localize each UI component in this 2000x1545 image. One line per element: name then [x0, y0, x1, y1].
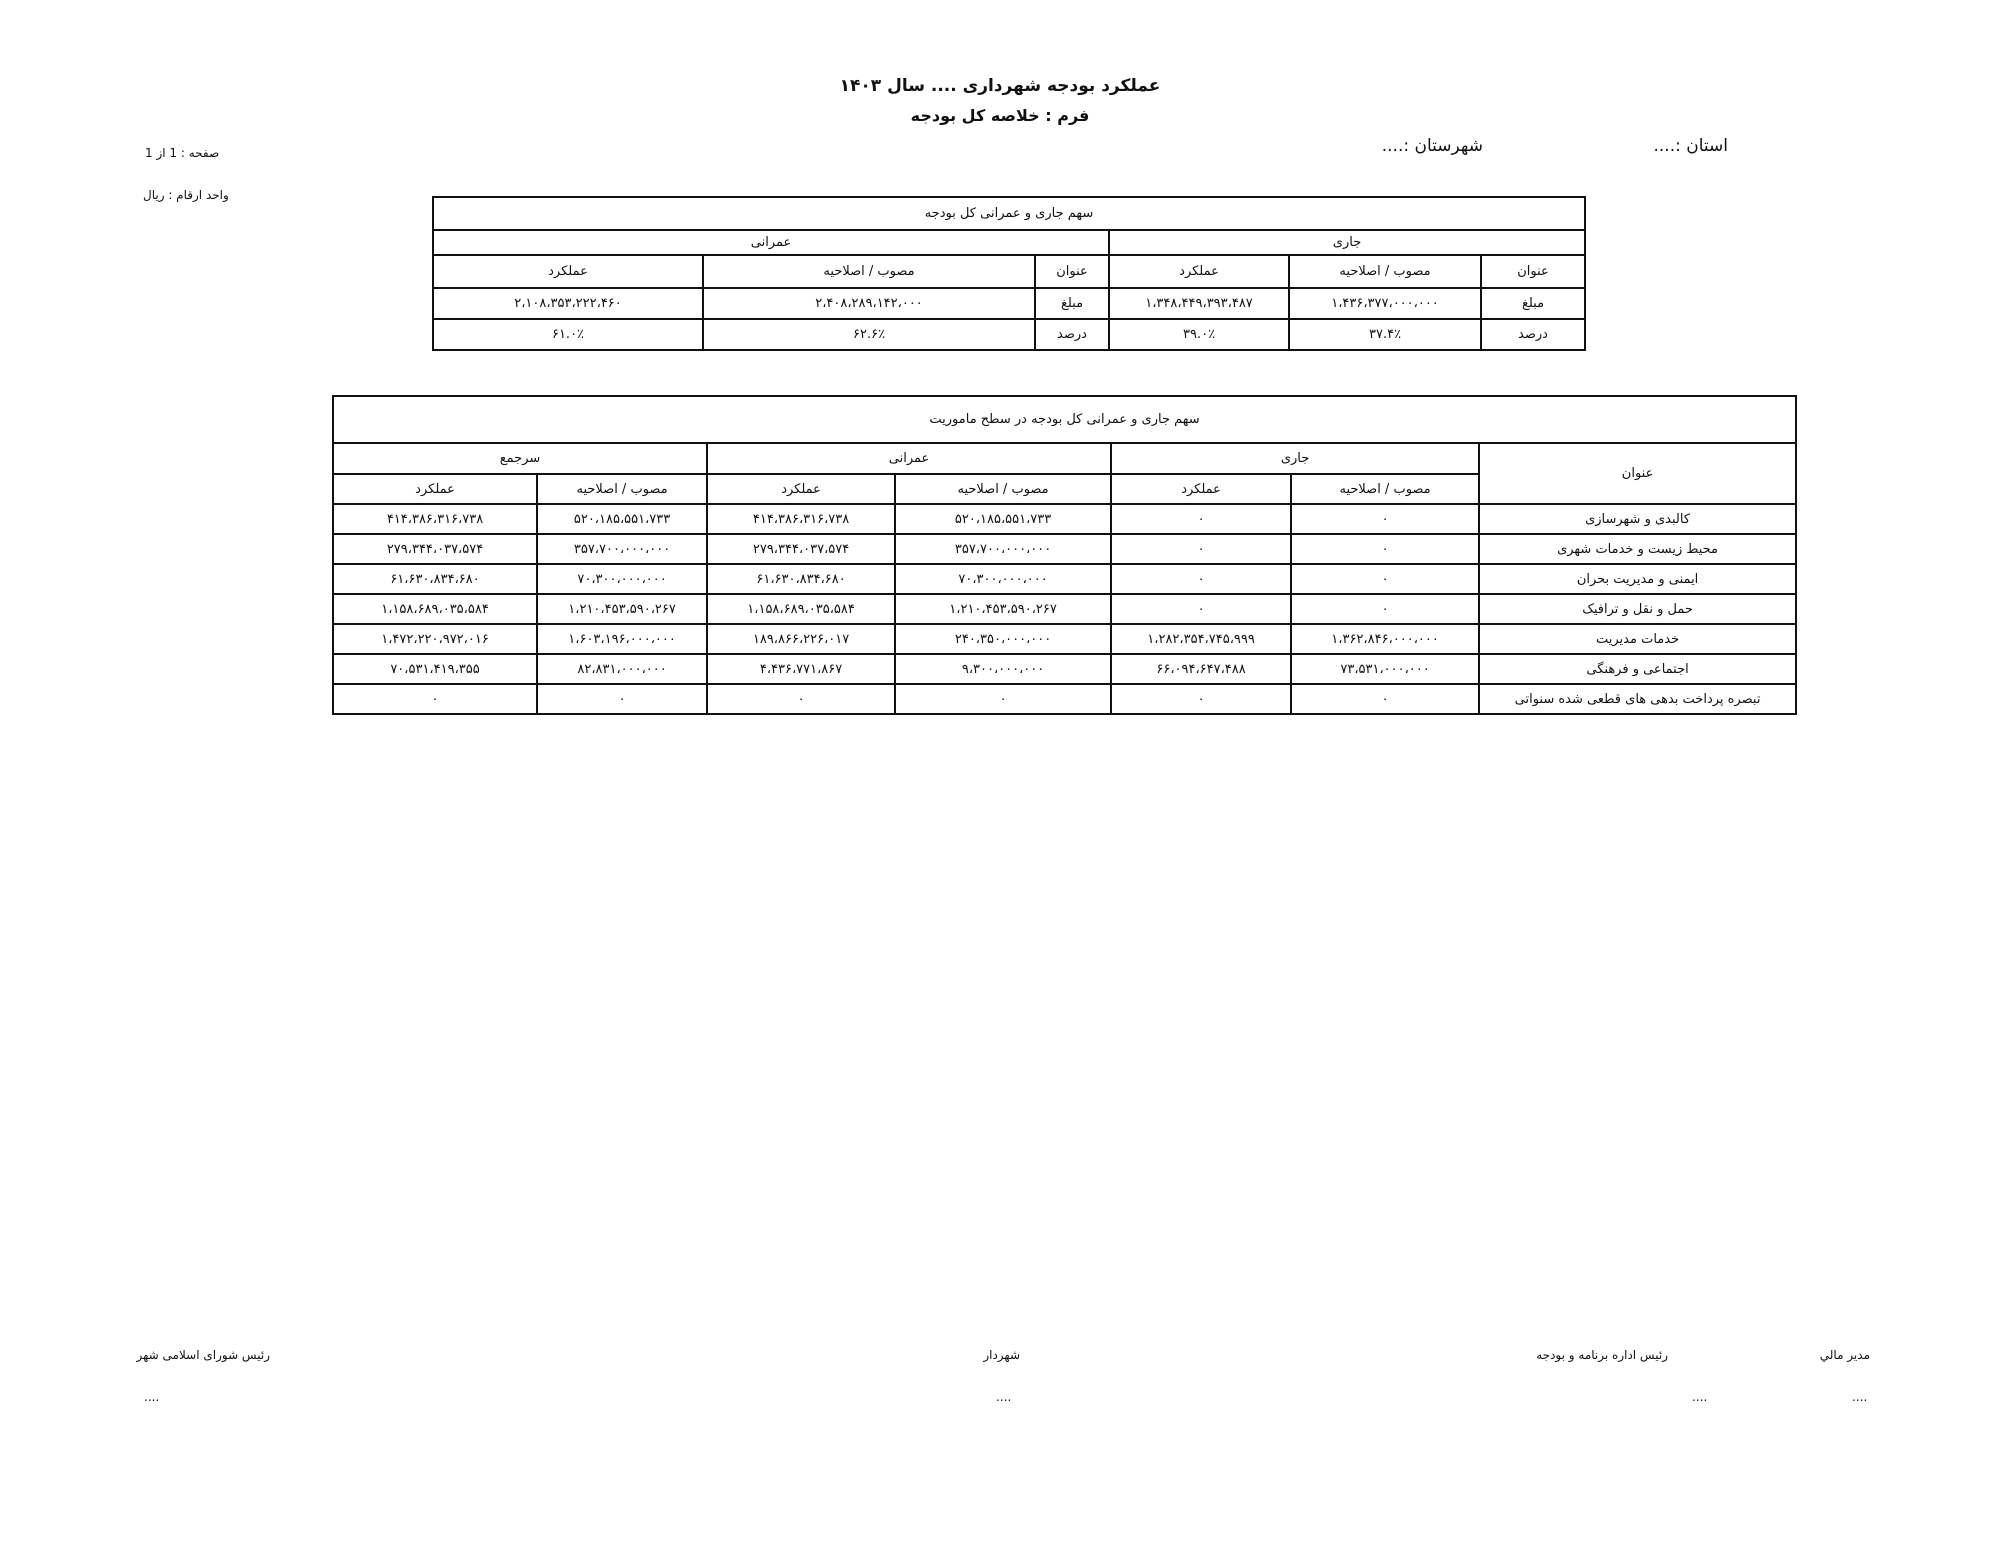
- cell-value: ۵۲۰،۱۸۵،۵۵۱،۷۳۳: [537, 504, 707, 534]
- cell-value: ۰: [1111, 564, 1291, 594]
- table2-group-total: سرجمع: [333, 443, 707, 474]
- table1-caption: سهم جاری و عمرانی کل بودجه: [433, 197, 1585, 230]
- signature-council-head-dots: ....: [144, 1390, 160, 1404]
- cell-value: ۰: [537, 684, 707, 714]
- cell-value: ۱،۳۶۲،۸۴۶،۰۰۰،۰۰۰: [1291, 624, 1479, 654]
- table1-col-title: عنوان: [1481, 255, 1585, 288]
- cell-value: ۳۹.۰٪: [1109, 319, 1289, 350]
- cell-value: ۶۲.۶٪: [703, 319, 1035, 350]
- cell-value: ۱،۴۷۲،۲۲۰،۹۷۲،۰۱۶: [333, 624, 537, 654]
- report-subtitle: فرم : خلاصه کل بودجه: [910, 106, 1090, 125]
- cell-value: ۷۳،۵۳۱،۰۰۰،۰۰۰: [1291, 654, 1479, 684]
- table2-col-performance: عملکرد: [1111, 474, 1291, 504]
- table-row: [333, 504, 1796, 534]
- cell-value: ۱،۴۳۶،۳۷۷،۰۰۰،۰۰۰: [1289, 288, 1481, 319]
- page-number: صفحه : 1 از 1: [145, 146, 220, 160]
- cell-value: ۱،۱۵۸،۶۸۹،۰۳۵،۵۸۴: [333, 594, 537, 624]
- cell-value: ۷۰،۳۰۰،۰۰۰،۰۰۰: [895, 564, 1111, 594]
- cell-value: ۰: [1291, 504, 1479, 534]
- table2-col-title: عنوان: [1479, 443, 1796, 504]
- cell-value: ۹،۳۰۰،۰۰۰،۰۰۰: [895, 654, 1111, 684]
- cell-value: ۰: [333, 684, 537, 714]
- cell-value: ۱،۲۱۰،۴۵۳،۵۹۰،۲۶۷: [895, 594, 1111, 624]
- cell-value: ۰: [1291, 594, 1479, 624]
- cell-value: ۶۱،۶۳۰،۸۳۴،۶۸۰: [707, 564, 895, 594]
- cell-value: ۱،۳۴۸،۴۴۹،۳۹۳،۴۸۷: [1109, 288, 1289, 319]
- unit-label: واحد ارقام : ريال: [143, 188, 229, 202]
- table-row: [433, 288, 1585, 319]
- row-label: محیط زیست و خدمات شهری: [1479, 534, 1796, 564]
- cell-value: ۰: [1111, 684, 1291, 714]
- cell-value: ۱۸۹،۸۶۶،۲۲۶،۰۱۷: [707, 624, 895, 654]
- table1-col-approved: مصوب / اصلاحیه: [703, 255, 1035, 288]
- table1-col-performance: عملکرد: [1109, 255, 1289, 288]
- signature-budget-head: رئيس اداره برنامه و بودجه: [1536, 1348, 1668, 1362]
- cell-value: ۵۲۰،۱۸۵،۵۵۱،۷۳۳: [895, 504, 1111, 534]
- row-label: اجتماعی و فرهنگی: [1479, 654, 1796, 684]
- table-row: [333, 594, 1796, 624]
- table-row: [333, 624, 1796, 654]
- cell-value: ۱،۲۱۰،۴۵۳،۵۹۰،۲۶۷: [537, 594, 707, 624]
- signature-finance-manager: مدیر مالي: [1819, 1348, 1870, 1362]
- table2-col-approved: مصوب / اصلاحیه: [537, 474, 707, 504]
- cell-value: ۰: [1291, 534, 1479, 564]
- table2-col-performance: عملکرد: [707, 474, 895, 504]
- table-row: [333, 564, 1796, 594]
- cell-value: ۴۱۴،۳۸۶،۳۱۶،۷۳۸: [707, 504, 895, 534]
- table1-group-current: جاری: [1109, 230, 1585, 255]
- cell-value: ۲،۱۰۸،۳۵۳،۲۲۲،۴۶۰: [433, 288, 703, 319]
- signature-finance-manager-dots: ....: [1852, 1390, 1868, 1404]
- table2-col-approved: مصوب / اصلاحیه: [1291, 474, 1479, 504]
- cell-value: ۶۱،۶۳۰،۸۳۴،۶۸۰: [333, 564, 537, 594]
- cell-value: ۰: [1111, 594, 1291, 624]
- row-label: درصد: [1035, 319, 1109, 350]
- row-label: مبلغ: [1481, 288, 1585, 319]
- cell-value: ۰: [1111, 534, 1291, 564]
- table2-col-approved: مصوب / اصلاحیه: [895, 474, 1111, 504]
- table-row: [333, 654, 1796, 684]
- cell-value: ۴،۴۳۶،۷۷۱،۸۶۷: [707, 654, 895, 684]
- cell-value: ۳۵۷،۷۰۰،۰۰۰،۰۰۰: [537, 534, 707, 564]
- province-label: استان :....: [1653, 136, 1728, 156]
- row-label: ایمنی و مدیریت بحران: [1479, 564, 1796, 594]
- cell-value: ۰: [1111, 504, 1291, 534]
- cell-value: ۳۷.۴٪: [1289, 319, 1481, 350]
- table2-caption: سهم جاری و عمرانی کل بودجه در سطح ماموریت: [333, 396, 1796, 443]
- signature-budget-head-dots: ....: [1692, 1390, 1708, 1404]
- table-row: [333, 684, 1796, 714]
- budget-summary-table: [432, 196, 1586, 351]
- cell-value: ۶۶،۰۹۴،۶۴۷،۴۸۸: [1111, 654, 1291, 684]
- table-row: [433, 319, 1585, 350]
- row-label: حمل و نقل و ترافیک: [1479, 594, 1796, 624]
- row-label: کالبدی و شهرسازی: [1479, 504, 1796, 534]
- county-label: شهرستان :....: [1381, 136, 1483, 156]
- table2-group-current: جاری: [1111, 443, 1479, 474]
- table2-col-performance: عملکرد: [333, 474, 537, 504]
- table1-col-performance: عملکرد: [433, 255, 703, 288]
- row-label: خدمات مدیریت: [1479, 624, 1796, 654]
- signature-mayor-dots: ....: [996, 1390, 1012, 1404]
- report-title: عملکرد بودجه شهرداری .... سال ۱۴۰۳: [839, 76, 1161, 96]
- table1-col-title: عنوان: [1035, 255, 1109, 288]
- cell-value: ۷۰،۳۰۰،۰۰۰،۰۰۰: [537, 564, 707, 594]
- cell-value: ۲،۴۰۸،۲۸۹،۱۴۲،۰۰۰: [703, 288, 1035, 319]
- row-label: تبصره پرداخت بدهی های قطعی شده سنواتی: [1479, 684, 1796, 714]
- mission-budget-table: [332, 395, 1797, 715]
- cell-value: ۰: [707, 684, 895, 714]
- cell-value: ۴۱۴،۳۸۶،۳۱۶،۷۳۸: [333, 504, 537, 534]
- signature-mayor: شهردار: [983, 1348, 1020, 1362]
- cell-value: ۲۷۹،۳۴۴،۰۳۷،۵۷۴: [707, 534, 895, 564]
- signature-council-head: رئيس شورای اسلامی شهر: [136, 1348, 270, 1362]
- cell-value: ۳۵۷،۷۰۰،۰۰۰،۰۰۰: [895, 534, 1111, 564]
- cell-value: ۱،۶۰۳،۱۹۶،۰۰۰،۰۰۰: [537, 624, 707, 654]
- cell-value: ۱،۲۸۲،۳۵۴،۷۴۵،۹۹۹: [1111, 624, 1291, 654]
- table-row: [333, 534, 1796, 564]
- table2-group-capital: عمرانی: [707, 443, 1111, 474]
- row-label: درصد: [1481, 319, 1585, 350]
- row-label: مبلغ: [1035, 288, 1109, 319]
- cell-value: ۰: [1291, 684, 1479, 714]
- cell-value: ۰: [895, 684, 1111, 714]
- table1-group-capital: عمرانی: [433, 230, 1109, 255]
- cell-value: ۶۱.۰٪: [433, 319, 703, 350]
- cell-value: ۸۲،۸۳۱،۰۰۰،۰۰۰: [537, 654, 707, 684]
- cell-value: ۲۴۰،۳۵۰،۰۰۰،۰۰۰: [895, 624, 1111, 654]
- cell-value: ۰: [1291, 564, 1479, 594]
- cell-value: ۷۰،۵۳۱،۴۱۹،۳۵۵: [333, 654, 537, 684]
- table1-col-approved: مصوب / اصلاحیه: [1289, 255, 1481, 288]
- cell-value: ۱،۱۵۸،۶۸۹،۰۳۵،۵۸۴: [707, 594, 895, 624]
- cell-value: ۲۷۹،۳۴۴،۰۳۷،۵۷۴: [333, 534, 537, 564]
